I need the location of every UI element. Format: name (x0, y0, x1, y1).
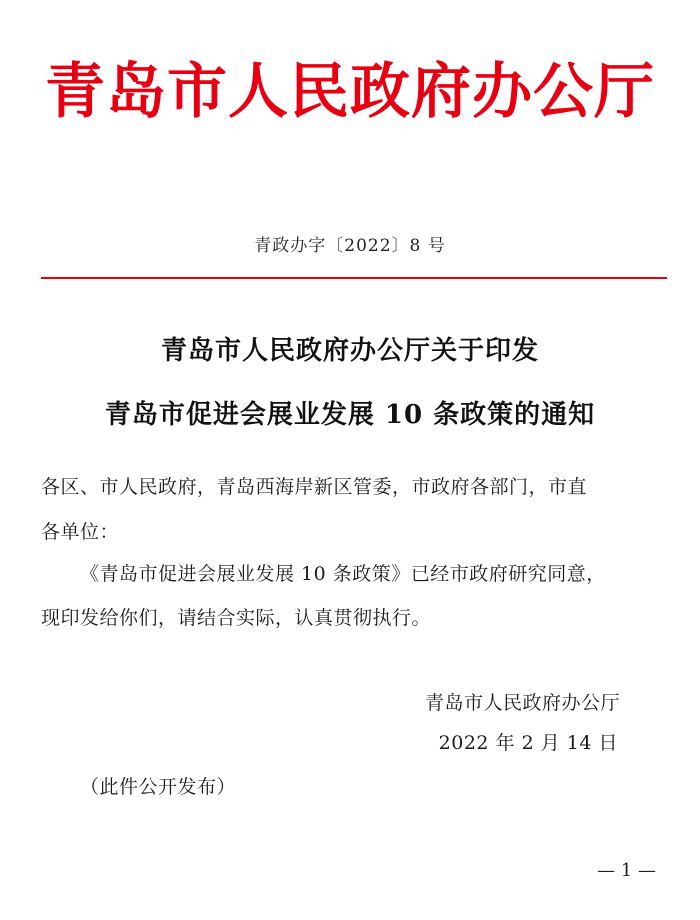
body-paragraph-line-2: 现印发给你们，请结合实际，认真贯彻执行。 (41, 607, 432, 629)
addressee-line-2: 各单位： (41, 521, 120, 543)
body-paragraph-line-1: 《青岛市促进会展业发展 10 条政策》已经市政府研究同意， (80, 563, 606, 585)
publication-note: （此件公开发布） (80, 776, 237, 798)
signature-issuer: 青岛市人民政府办公厅 (424, 692, 620, 714)
signature-date: 2022 年 2 月 14 日 (438, 732, 618, 754)
red-divider-line (41, 277, 667, 279)
document-title-line-1: 青岛市人民政府办公厅关于印发 (160, 336, 539, 366)
page-number: — 1 — (597, 860, 656, 881)
addressee-line-1: 各区、市人民政府，青岛西海岸新区管委，市政府各部门，市直 (41, 476, 588, 498)
document-number: 青政办字〔2022〕8 号 (254, 236, 446, 256)
document-title-line-2: 青岛市促进会展业发展 10 条政策的通知 (104, 400, 596, 430)
issuer-red-header: 青岛市人民政府办公厅 (45, 57, 655, 127)
